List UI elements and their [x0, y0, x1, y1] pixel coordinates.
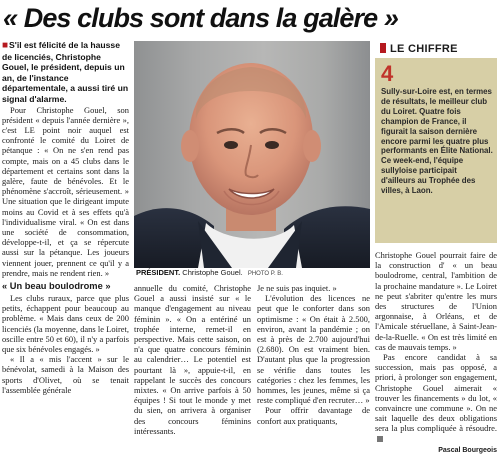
- article-column-2: [134, 283, 251, 436]
- body-paragraph: Pour Christophe Gouel, son président « depuis l'année dernière », c'est LE point noir auquel est confronté le comité du Loiret de pétanque : « On ne s'en rend pas compte, mais on a 45 clubs dans le département et certains sont dans la galère, faute de bénévoles. Et le phénomène s'accroît, sérieusement. » Une situation que le dirigeant impute moins au Covid et à ses effets qu'à l'individualisme viral. « On est dans une société de consommation, développe-t-il, et ça se répercute aussi sur la pétanque. Les joueurs viennent jouer, prennent ce qu'il y a prendre, mais ne rendent rien. »: [2, 104, 129, 278]
- body-paragraph: annuelle du comité, Christophe Gouel a aussi insisté sur « le manque d'engagement au niveau féminin ». « On a entériné un trophée interne, remet-il en perspective. Mais cette saison, on n'a que quatre concours féminin au calendrier… Le potentiel est pourtant là », appuie-t-il, en rappelant le succès des concours mixtes. « On arrive parfois à 50 équipes ! Si tout le monde y met du sien, on arrivera à organiser des concours féminins intéressants.: [134, 283, 251, 436]
- body-paragraph: Je ne suis pas inquiet. »: [257, 283, 337, 293]
- final-paragraph-text: Pas encore candidat à sa succession, mais pas opposé, a priori, à prolonger son engagement, Christophe Gouel aimerait « trouver les financements » du lot, « convaincre une commune ». On ne sait laquelle des deux obligations sera la plus compliquée à résoudre.: [375, 352, 497, 434]
- body-paragraph: [375, 352, 497, 444]
- le-chiffre-box: [375, 40, 497, 243]
- article-intro: [2, 40, 129, 105]
- intro-text: S'il est félicité de la hausse de licenciés, Christophe Gouel, le président, depuis un an, de l'instance départementale, a aussi tiré un signal d'alarme.: [2, 40, 129, 104]
- article-column-1: [2, 40, 129, 395]
- body-paragraph: Christophe Gouel pourrait faire de la construction d' « un beau boulodrome, central, l'ambition de la prochaine mandature ». Le Loiret ne peut s'abriter qu'entre les murs des structures de l'Union argonnaise, à Orléans, et de l'Amicale stéruellane, à Saint-Jean-de-la-Ruelle. « On est très limité en cas de mauvais temps. »: [375, 250, 497, 352]
- caption-name: Christophe Gouel.: [182, 268, 243, 277]
- photo-caption: [134, 267, 370, 279]
- le-chiffre-header: [375, 40, 497, 59]
- article-headline: « Des clubs sont dans la galère »: [3, 3, 398, 33]
- section-subhead: « Un beau boulodrome »: [2, 281, 111, 292]
- body-paragraph: L'évolution des licences ne peut que le conforter dans son optimisme : « On était à 2.500, environ, avant la pandémie ; on est à près de 2.700 aujourd'hui (2.680). On est vraiment bien. D'autant plus que la progression se vérifie dans toutes les catégories : chez les femmes, les hommes, les jeunes, même si ça reste compliqué d'en recruter… »: [257, 293, 370, 406]
- le-chiffre-number: 4: [381, 61, 394, 86]
- portrait-illustration: [134, 41, 370, 268]
- intro-marker-icon: ■: [2, 40, 9, 51]
- caption-label: PRÉSIDENT.: [136, 268, 181, 277]
- portrait-photo: [134, 41, 370, 268]
- photo-credit: PHOTO P. B.: [247, 271, 283, 277]
- article-column-4: [375, 250, 497, 455]
- le-chiffre-title: LE CHIFFRE: [390, 43, 458, 55]
- le-chiffre-text: Sully-sur-Loire est, en termes de résultats, le meilleur club du Loiret. Quatre fois champion de France, il figurait la saison dernière encore parmi les quatre plus performants en Élite National. Ce week-end, l'équipe sullyloise participait d'ailleurs au Trophée des villes, à Laon.: [381, 87, 493, 196]
- red-square-icon: [380, 43, 386, 53]
- subhead-text: Un beau boulodrome: [9, 281, 103, 292]
- body-paragraph: Les clubs ruraux, parce que plus petits, échappent pour beaucoup au problème. « Mais dans ceux de 200 licenciés (la moyenne, dans le Loiret, oscille entre 50 et 60), il n'y a parfois que six bénévoles engagés. »: [2, 293, 129, 355]
- body-paragraph: « Il a « mis l'accent » sur le bénévolat, samedi à la Maison des sports d'Olivet, où se tenait l'assemblée générale: [2, 354, 129, 395]
- body-paragraph: Pour offrir davantage de confort aux pratiquants,: [257, 405, 370, 426]
- author-signature: Pascal Bourgeois: [438, 446, 497, 454]
- article-column-3: [257, 283, 370, 426]
- end-mark-icon: [377, 436, 383, 442]
